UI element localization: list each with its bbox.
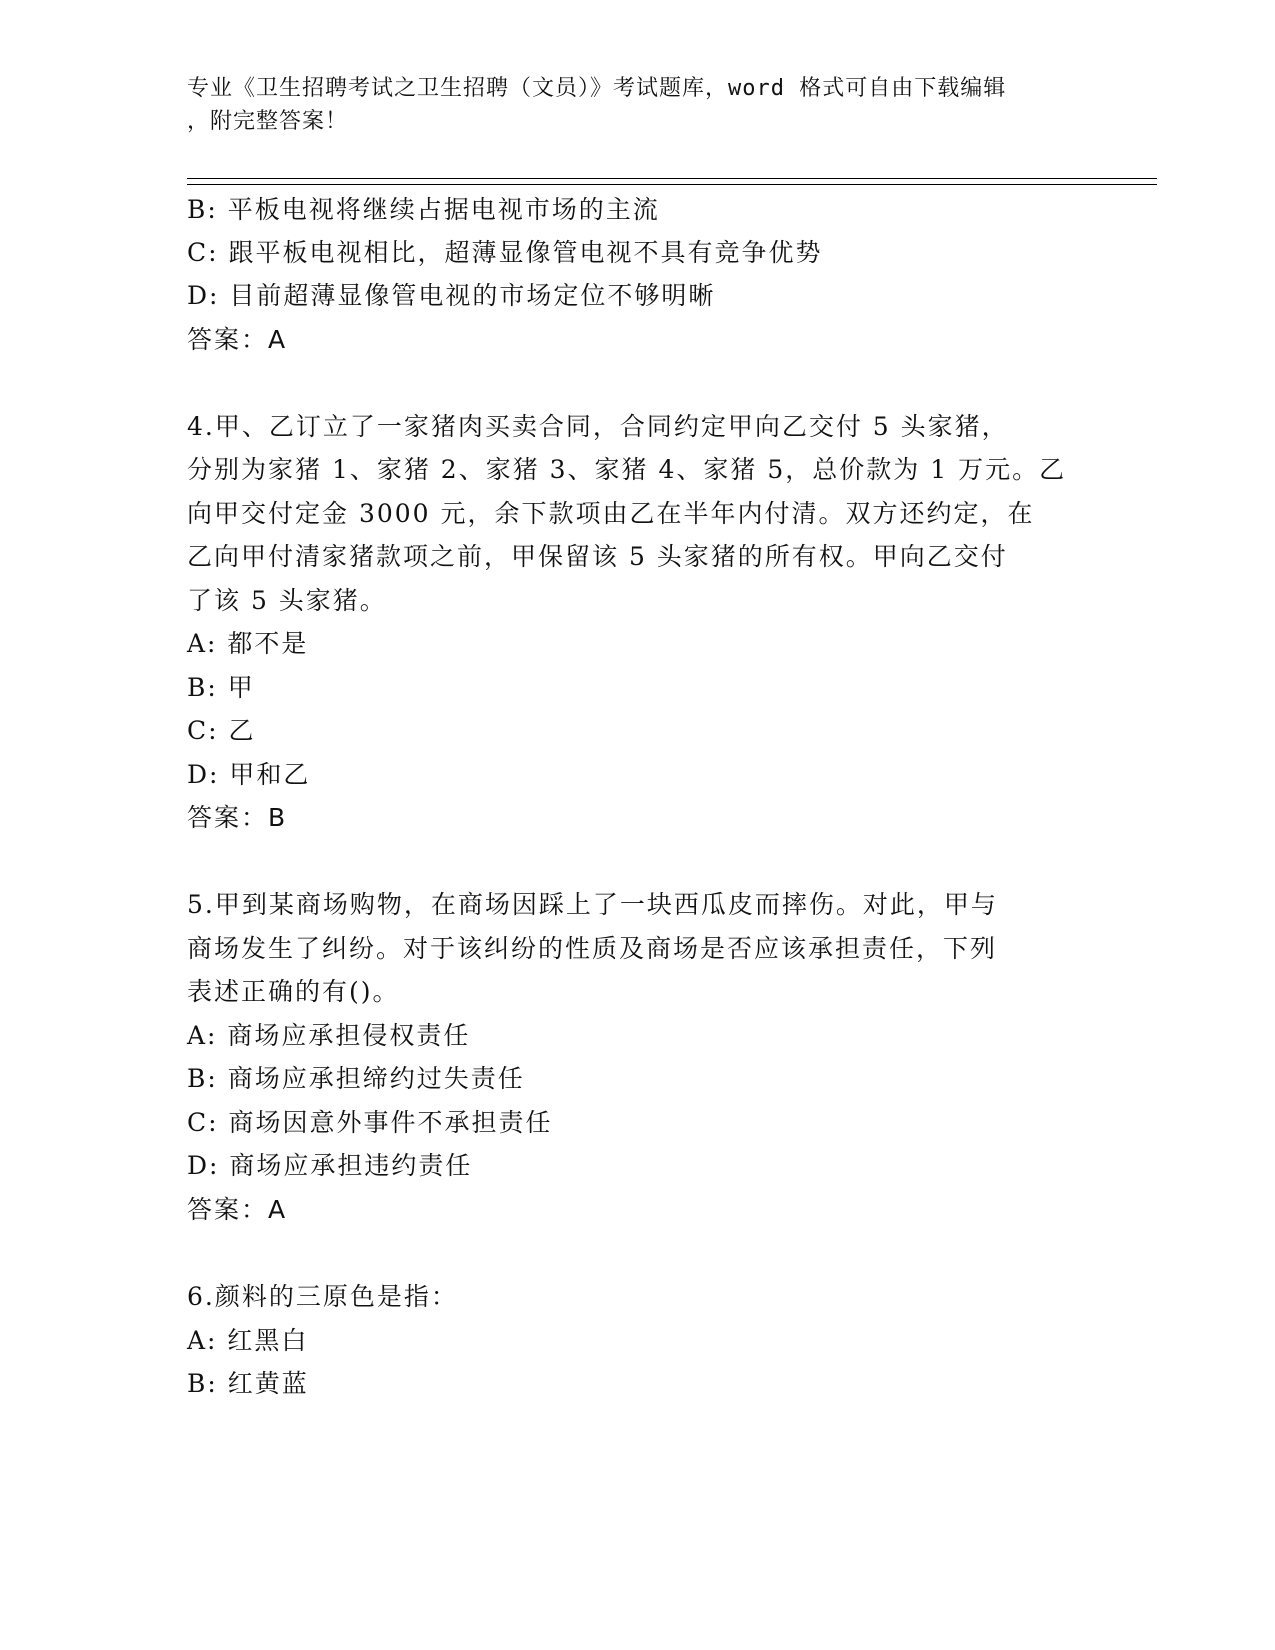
q4-stem-line-4: 乙向甲付清家猪款项之前，甲保留该 5 头家猪的所有权。甲向乙交付 bbox=[187, 542, 1008, 571]
q3-option-d: D: 目前超薄显像管电视的市场定位不够明晰 bbox=[187, 281, 716, 310]
header-line-1: 专业《卫生招聘考试之卫生招聘（文员）》考试题库，word 格式可自由下载编辑 bbox=[187, 76, 1007, 101]
q4-stem-line-2: 分别为家猪 1、家猪 2、家猪 3、家猪 4、家猪 5，总价款为 1 万元。乙 bbox=[187, 455, 1067, 484]
q4-stem-line-5: 了该 5 头家猪。 bbox=[187, 586, 387, 615]
q5-answer: 答案：A bbox=[187, 1195, 288, 1224]
q5-stem-line-2: 商场发生了纠纷。对于该纠纷的性质及商场是否应该承担责任，下列 bbox=[187, 934, 998, 963]
q4-option-c: C: 乙 bbox=[187, 716, 256, 745]
q5-stem-line-3: 表述正确的有()。 bbox=[187, 977, 400, 1006]
q5-option-b: B: 商场应承担缔约过失责任 bbox=[187, 1064, 525, 1093]
header-divider-bottom bbox=[187, 184, 1157, 185]
q4-answer: 答案：B bbox=[187, 803, 288, 832]
q5-option-c: C: 商场因意外事件不承担责任 bbox=[187, 1108, 553, 1137]
header-divider-top bbox=[187, 178, 1157, 179]
q3-option-c: C: 跟平板电视相比，超薄显像管电视不具有竞争优势 bbox=[187, 238, 823, 267]
header-line-2: ，附完整答案！ bbox=[187, 109, 349, 134]
q4-stem-line-3: 向甲交付定金 3000 元，余下款项由乙在半年内付清。双方还约定，在 bbox=[187, 499, 1035, 528]
q5-stem-line-1: 5.甲到某商场购物，在商场因踩上了一块西瓜皮而摔伤。对此，甲与 bbox=[187, 890, 998, 919]
q5-option-d: D: 商场应承担违约责任 bbox=[187, 1151, 473, 1180]
q3-option-b: B: 平板电视将继续占据电视市场的主流 bbox=[187, 195, 660, 224]
q6-stem-line-1: 6.颜料的三原色是指： bbox=[187, 1282, 458, 1311]
q4-option-a: A: 都不是 bbox=[187, 629, 309, 658]
q4-stem-line-1: 4.甲、乙订立了一家猪肉买卖合同，合同约定甲向乙交付 5 头家猪， bbox=[187, 412, 1009, 441]
q6-option-a: A: 红黑白 bbox=[187, 1326, 309, 1355]
q5-option-a: A: 商场应承担侵权责任 bbox=[187, 1021, 471, 1050]
document-header bbox=[187, 72, 1107, 138]
q3-answer: 答案：A bbox=[187, 325, 288, 354]
q4-option-d: D: 甲和乙 bbox=[187, 760, 311, 789]
q6-option-b: B: 红黄蓝 bbox=[187, 1369, 309, 1398]
q4-option-b: B: 甲 bbox=[187, 673, 255, 702]
